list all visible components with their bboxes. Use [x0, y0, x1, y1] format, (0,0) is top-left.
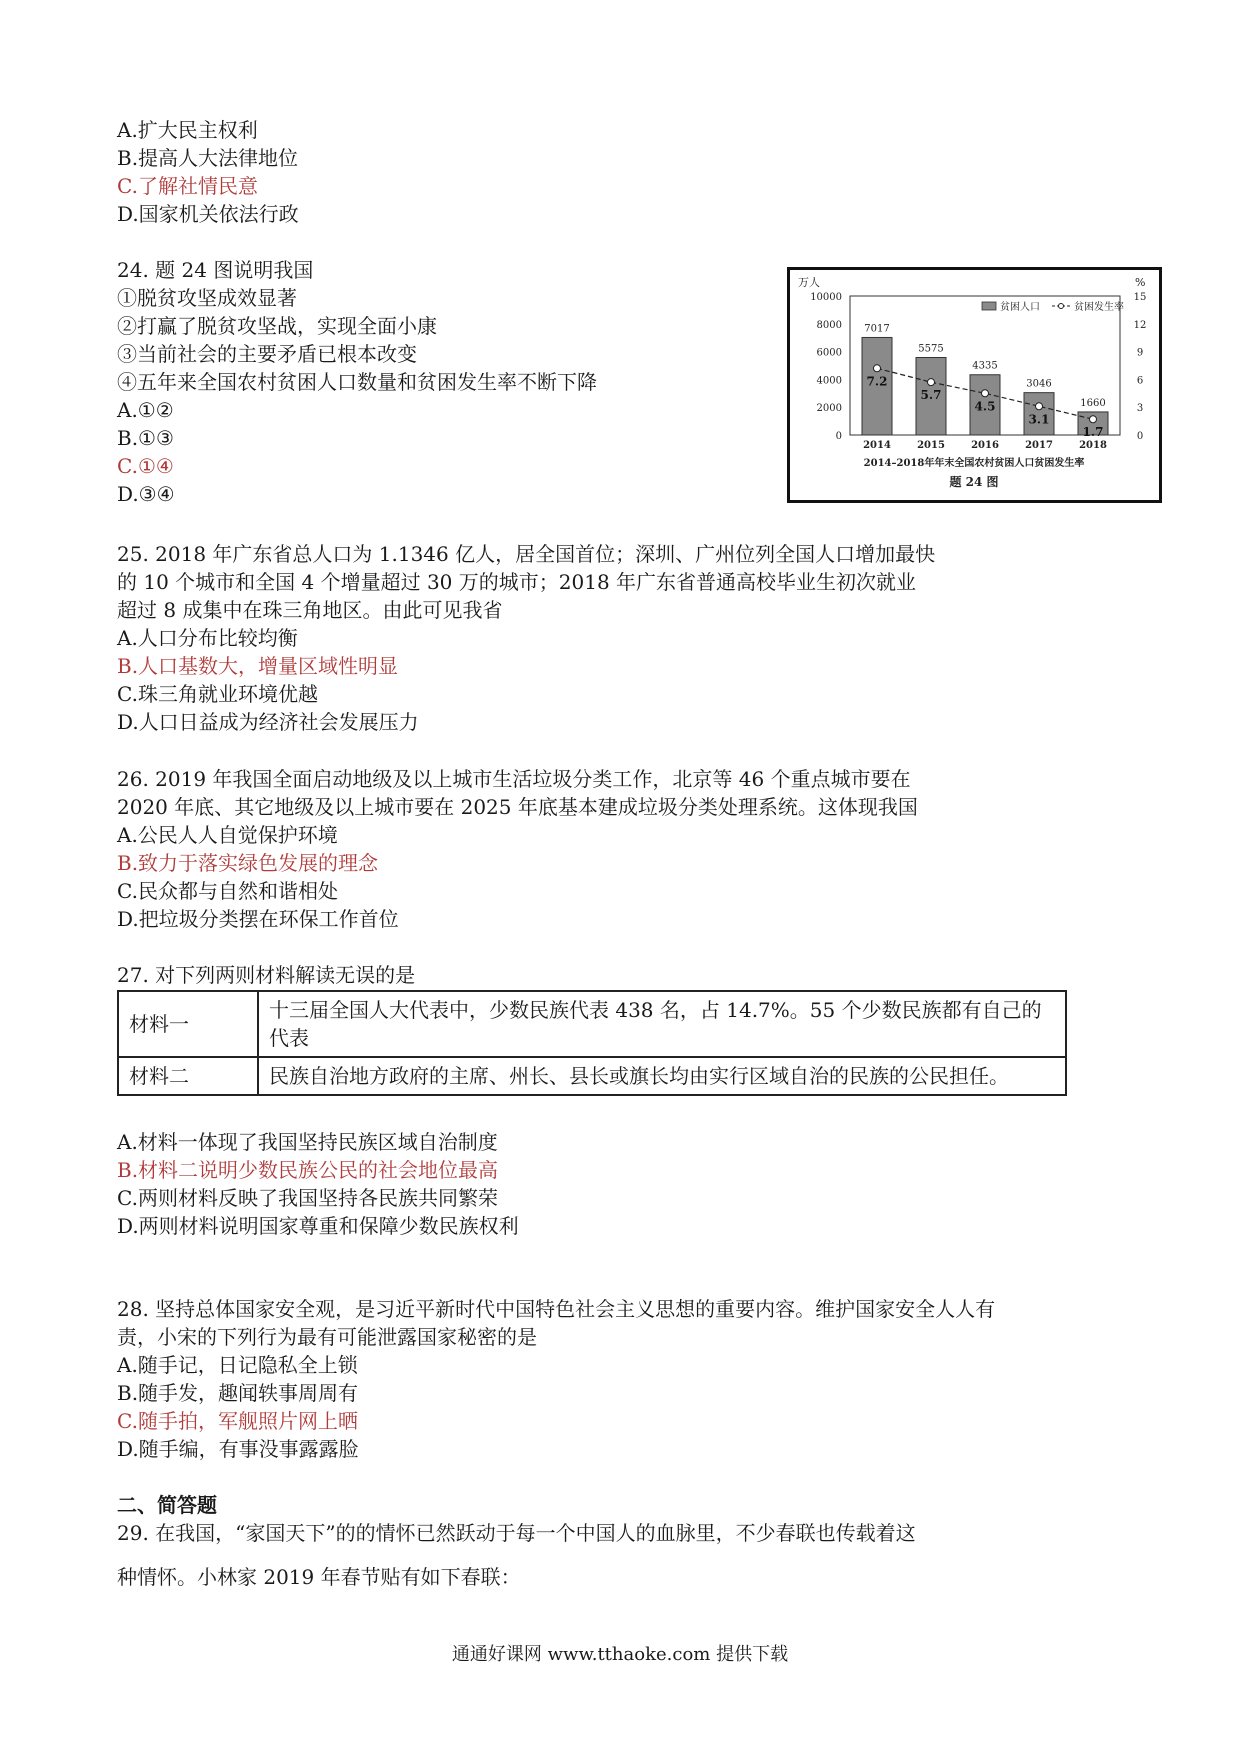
- rate-value-label: 5.7: [920, 388, 942, 403]
- q28-option-d: D.随手编，有事没事露露脸: [117, 1437, 359, 1461]
- section-2-title: 二、简答题: [117, 1493, 217, 1517]
- rate-point: [1036, 403, 1043, 410]
- right-tick-label: 15: [1133, 292, 1147, 303]
- left-tick-label: 0: [835, 431, 842, 442]
- q27-option-a: A.材料一体现了我国坚持民族区域自治制度: [117, 1130, 498, 1154]
- bar-value-label: 7017: [864, 323, 890, 335]
- q25-option-d: D.人口日益成为经济社会发展压力: [117, 710, 419, 734]
- q25-stem-line-1: 25. 2018 年广东省总人口为 1.1346 亿人，居全国首位；深圳、广州位列全国人口增加最快: [117, 542, 936, 566]
- left-tick-label: 2000: [816, 403, 842, 415]
- rate-value-label: 7.2: [866, 374, 888, 389]
- q23-option-a: A.扩大民主权利: [117, 118, 258, 142]
- legend-swatch-bar: [982, 302, 996, 310]
- q26-option-a: A.公民人人自觉保护环境: [117, 823, 338, 847]
- x-tick-label: 2017: [1025, 440, 1053, 451]
- page-footer: 通通好课网 www.tthaoke.com 提供下载: [451, 1644, 789, 1665]
- q29-stem-line-2: 种情怀。小林家 2019 年春节贴有如下春联：: [117, 1565, 521, 1589]
- left-tick-label: 6000: [816, 347, 842, 359]
- q27-option-d: D.两则材料说明国家尊重和保障少数民族权利: [117, 1214, 519, 1238]
- bar-value-label: 4335: [972, 360, 998, 372]
- right-tick-label: 12: [1133, 319, 1147, 331]
- q29-stem-line-1: 29. 在我国，“家国天下”的的情怀已然跃动于每一个中国人的血脉里，不少春联也传载着这: [117, 1521, 916, 1545]
- q23-option-b: B.提高人大法律地位: [117, 146, 299, 170]
- material-2-label: 材料二: [118, 1057, 258, 1095]
- q25-stem-line-2: 的 10 个城市和全国 4 个增量超过 30 万的城市；2018 年广东省普通高校毕业生初次就业: [117, 570, 917, 594]
- q24-figure: [787, 267, 1162, 503]
- left-tick-label: 10000: [810, 292, 842, 303]
- rate-point: [982, 390, 989, 397]
- q25-option-a: A.人口分布比较均衡: [117, 626, 298, 650]
- q24-statement-4: ④五年来全国农村贫困人口数量和贫困发生率不断下降: [117, 370, 597, 394]
- x-tick-label: 2015: [917, 440, 945, 451]
- q27-option-b: B.材料二说明少数民族公民的社会地位最高: [117, 1158, 499, 1182]
- material-2-text: 民族自治地方政府的主席、州长、县长或旗长均由实行区域自治的民族的公民担任。: [258, 1057, 1066, 1095]
- right-tick-label: 6: [1136, 375, 1144, 387]
- q27-option-c: C.两则材料反映了我国坚持各民族共同繁荣: [117, 1186, 498, 1210]
- q24-statement-2: ②打赢了脱贫攻坚战，实现全面小康: [117, 314, 437, 338]
- q26-option-d: D.把垃圾分类摆在环保工作首位: [117, 907, 399, 931]
- q24-option-c: C.①④: [117, 454, 174, 478]
- q28-stem-line-1: 28. 坚持总体国家安全观，是习近平新时代中国特色社会主义思想的重要内容。维护国家安全人人有: [117, 1297, 996, 1321]
- x-tick-label: 2016: [971, 440, 999, 451]
- q24-statement-3: ③当前社会的主要矛盾已根本改变: [117, 342, 417, 366]
- rate-point: [1090, 416, 1097, 423]
- q28-option-c: C.随手拍，军舰照片网上晒: [117, 1409, 358, 1433]
- right-tick-label: 0: [1136, 431, 1144, 442]
- poverty-chart: [790, 270, 1159, 500]
- rate-point: [928, 379, 935, 386]
- legend-marker-line: [1059, 304, 1064, 309]
- rate-value-label: 3.1: [1028, 412, 1050, 427]
- q24-option-d: D.③④: [117, 482, 175, 506]
- rate-point: [874, 365, 881, 372]
- material-1-label: 材料一: [118, 991, 258, 1057]
- left-axis-unit: 万人: [798, 276, 820, 289]
- q24-option-a: A.①②: [117, 398, 174, 422]
- legend-label-line: 贫困发生率: [1074, 302, 1124, 313]
- table-row: [118, 1057, 1066, 1095]
- right-tick-label: 9: [1136, 347, 1144, 359]
- q26-stem-line-2: 2020 年底、其它地级及以上城市要在 2025 年底基本建成垃圾分类处理系统。这体现我国: [117, 795, 918, 819]
- q26-stem-line-1: 26. 2019 年我国全面启动地级及以上城市生活垃圾分类工作，北京等 46 个重点城市要在: [117, 767, 911, 791]
- left-tick-label: 8000: [816, 319, 842, 331]
- rate-value-label: 4.5: [974, 399, 996, 414]
- q25-option-b: B.人口基数大，增量区域性明显: [117, 654, 399, 678]
- q24-statement-1: ①脱贫攻坚成效显著: [117, 286, 297, 310]
- q28-stem-line-2: 责，小宋的下列行为最有可能泄露国家秘密的是: [117, 1325, 537, 1349]
- legend-label-bar: 贫困人口: [1000, 302, 1040, 313]
- q24-stem: 24. 题 24 图说明我国: [117, 258, 314, 282]
- q24-option-b: B.①③: [117, 426, 174, 450]
- bar-value-label: 5575: [918, 343, 944, 355]
- x-axis-label: 2014–2018年年末全国农村贫困人口贫困发生率: [863, 458, 1085, 469]
- left-tick-label: 4000: [816, 375, 842, 387]
- q26-option-b: B.致力于落实绿色发展的理念: [117, 851, 379, 875]
- q25-stem-line-3: 超过 8 成集中在珠三角地区。由此可见我省: [117, 598, 503, 622]
- right-axis-unit: %: [1135, 276, 1146, 289]
- q23-option-c: C.了解社情民意: [117, 174, 258, 198]
- q27-stem: 27. 对下列两则材料解读无误的是: [117, 963, 416, 987]
- q28-option-b: B.随手发，趣闻轶事周周有: [117, 1381, 359, 1405]
- right-tick-label: 3: [1136, 403, 1144, 415]
- q28-option-a: A.随手记，日记隐私全上锁: [117, 1353, 358, 1377]
- table-row: [118, 991, 1066, 1057]
- material-1-text: 十三届全国人大代表中，少数民族代表 438 名，占 14.7%。55 个少数民族都有自己的代表: [258, 991, 1066, 1057]
- q23-option-d: D.国家机关依法行政: [117, 202, 299, 226]
- figure-caption: 题 24 图: [949, 475, 999, 489]
- x-tick-label: 2014: [863, 440, 891, 451]
- q26-option-c: C.民众都与自然和谐相处: [117, 879, 338, 903]
- bar-value-label: 3046: [1026, 378, 1052, 390]
- bar-value-label: 1660: [1080, 397, 1106, 409]
- x-tick-label: 2018: [1079, 440, 1107, 451]
- q25-option-c: C.珠三角就业环境优越: [117, 682, 318, 706]
- q27-material-table: [117, 990, 1067, 1096]
- rate-value-label: 1.7: [1082, 425, 1104, 440]
